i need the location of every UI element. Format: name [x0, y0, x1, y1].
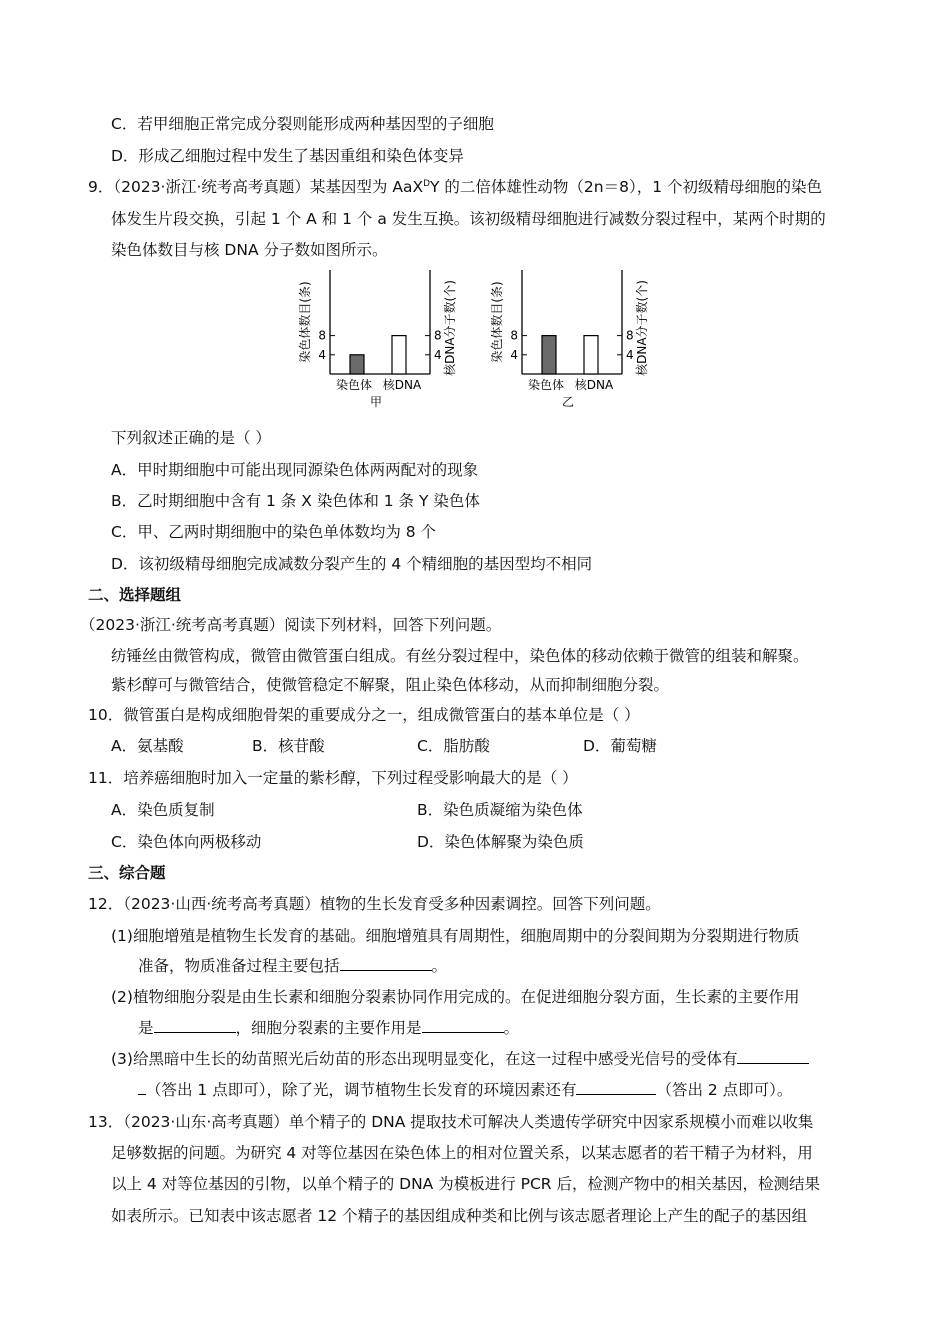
y-axis-label-right: 核DNA分子数(个)	[443, 280, 457, 376]
q13-line-2: 足够数据的问题。为研究 4 对等位基因在染色体上的相对位置关系，以某志愿者的若干精子为材料，用	[111, 1144, 813, 1162]
answer-blank	[576, 1080, 656, 1095]
y-tick-label-right: 8	[626, 328, 634, 343]
q11-option-b: B．染色质凝缩为染色体	[417, 801, 583, 819]
q11-option-a: A．染色质复制	[111, 801, 215, 819]
q9-line-3: 染色体数目与核 DNA 分子数如图所示。	[111, 241, 388, 259]
chart-jia-svg	[296, 266, 456, 416]
q10-option-a: A．氨基酸	[111, 737, 184, 755]
chart-jia	[296, 266, 456, 420]
y-tick-label-right: 4	[434, 347, 442, 362]
q12-stem: 12．（2023·山西·统考高考真题）植物的生长发育受多种因素调控。回答下列问题。	[88, 895, 661, 913]
answer-blank	[138, 1080, 146, 1095]
y-axis-label-left: 染色体数目(条)	[298, 281, 312, 363]
section-2-intro: （2023·浙江·统考高考真题）阅读下列材料，回答下列问题。	[80, 616, 502, 634]
chart-title: 乙	[561, 395, 575, 409]
bar-0	[542, 336, 556, 374]
q12-part-2-line-1: (2)植物细胞分裂是由生长素和细胞分裂素协同作用完成的。在促进细胞分裂方面，生长素的主要作用	[111, 988, 800, 1006]
q9-stem: 下列叙述正确的是（ ）	[111, 429, 271, 447]
bar-0	[350, 355, 364, 374]
q8-option-d: D．形成乙细胞过程中发生了基因重组和染色体变异	[111, 147, 464, 165]
q11-option-d: D．染色体解聚为染色质	[417, 833, 584, 851]
y-tick-label-left: 8	[510, 328, 518, 343]
q13-line-1: 13．（2023·山东·高考真题）单个精子的 DNA 提取技术可解决人类遗传学研究中因家系规模小而难以收集	[88, 1113, 814, 1131]
q12-part-3-text-a: (3)给黑暗中生长的幼苗照光后幼苗的形态出现明显变化，在这一过程中感受光信号的受体有	[111, 1050, 738, 1068]
y-tick-label-right: 4	[626, 347, 634, 362]
q9-option-a: A．甲时期细胞中可能出现同源染色体两两配对的现象	[111, 461, 479, 479]
bar-1	[392, 336, 406, 374]
q12-part-3-line-2	[138, 1080, 792, 1100]
q9-line-1-post: Y 的二倍体雄性动物（2n＝8），1 个初级精母细胞的染色	[430, 178, 822, 196]
q12-part-1-text: 准备，物质准备过程主要包括	[138, 957, 340, 975]
answer-blank	[154, 1018, 236, 1033]
q12-part-1-end: 。	[431, 957, 448, 975]
q9-line-1-pre: 9．（2023·浙江·统考高考真题）某基因型为 AaX	[88, 178, 424, 196]
q10-option-b: B．核苷酸	[252, 737, 325, 755]
y-axis-label-left: 染色体数目(条)	[490, 281, 504, 363]
category-label: 核DNA	[574, 378, 614, 392]
q13-line-3: 以上 4 对等位基因的引物，以单个精子的 DNA 为模板进行 PCR 后，检测产物中的相关基因，检测结果	[111, 1175, 820, 1193]
q12-part-1-line-2	[138, 956, 447, 976]
q10-option-d: D．葡萄糖	[583, 737, 657, 755]
y-tick-label-left: 8	[318, 328, 326, 343]
section-2-heading: 二、选择题组	[88, 586, 182, 604]
q12-part-2-line-2	[138, 1018, 519, 1038]
q9-option-c: C．甲、乙两时期细胞中的染色单体数均为 8 个	[111, 523, 437, 541]
q9-superscript: D	[423, 179, 430, 189]
q10-stem: 10．微管蛋白是构成细胞骨架的重要成分之一，组成微管蛋白的基本单位是（ ）	[88, 706, 640, 724]
q12-part-3-end: （答出 2 点即可）。	[656, 1081, 793, 1099]
q9-option-d: D．该初级精母细胞完成减数分裂产生的 4 个精细胞的基因型均不相同	[111, 555, 593, 573]
q9-line-2: 体发生片段交换，引起 1 个 A 和 1 个 a 发生互换。该初级精母细胞进行减数分裂过程中，某两个时期的	[111, 210, 826, 228]
material-line-2: 紫杉醇可与微管结合，使微管稳定不解聚，阻止染色体移动，从而抑制细胞分裂。	[111, 676, 670, 694]
category-label: 染色体	[335, 378, 373, 392]
q9-line-1	[88, 177, 822, 197]
q12-part-2-text-b: ，细胞分裂素的主要作用是	[235, 1019, 422, 1037]
q12-part-2-end: 。	[503, 1019, 520, 1037]
y-tick-label-left: 4	[318, 347, 326, 362]
answer-blank	[422, 1018, 504, 1033]
chart-yi-svg	[488, 266, 648, 416]
chart-yi	[488, 266, 648, 420]
q12-part-2-text-a: 是	[138, 1019, 154, 1037]
q8-option-c: C．若甲细胞正常完成分裂则能形成两种基因型的子细胞	[111, 115, 494, 133]
y-tick-label-right: 8	[434, 328, 442, 343]
bar-1	[584, 336, 598, 374]
category-label: 染色体	[527, 378, 565, 392]
q12-part-1-line-1: (1)细胞增殖是植物生长发育的基础。细胞增殖具有周期性，细胞周期中的分裂间期为分裂期进行物质	[111, 927, 800, 945]
q12-part-3-line-1	[111, 1049, 809, 1069]
material-line-1: 纺锤丝由微管构成，微管由微管蛋白组成。有丝分裂过程中，染色体的移动依赖于微管的组装和解聚。	[111, 647, 809, 665]
section-3-heading: 三、综合题	[88, 864, 166, 882]
category-label: 核DNA	[382, 378, 422, 392]
answer-blank	[340, 956, 432, 971]
q12-part-3-text-b: （答出 1 点即可），除了光，调节植物生长发育的环境因素还有	[146, 1081, 577, 1099]
q13-line-4: 如表所示。已知表中该志愿者 12 个精子的基因组成种类和比例与该志愿者理论上产生的配子的基因组	[111, 1207, 808, 1225]
q9-option-b: B．乙时期细胞中含有 1 条 X 染色体和 1 条 Y 染色体	[111, 492, 480, 510]
chart-title: 甲	[369, 395, 383, 409]
q11-stem: 11．培养癌细胞时加入一定量的紫杉醇，下列过程受影响最大的是（ ）	[88, 769, 578, 787]
q11-option-c: C．染色体向两极移动	[111, 833, 262, 851]
q10-option-c: C．脂肪酸	[417, 737, 490, 755]
y-tick-label-left: 4	[510, 347, 518, 362]
answer-blank	[737, 1049, 809, 1064]
y-axis-label-right: 核DNA分子数(个)	[635, 280, 649, 376]
